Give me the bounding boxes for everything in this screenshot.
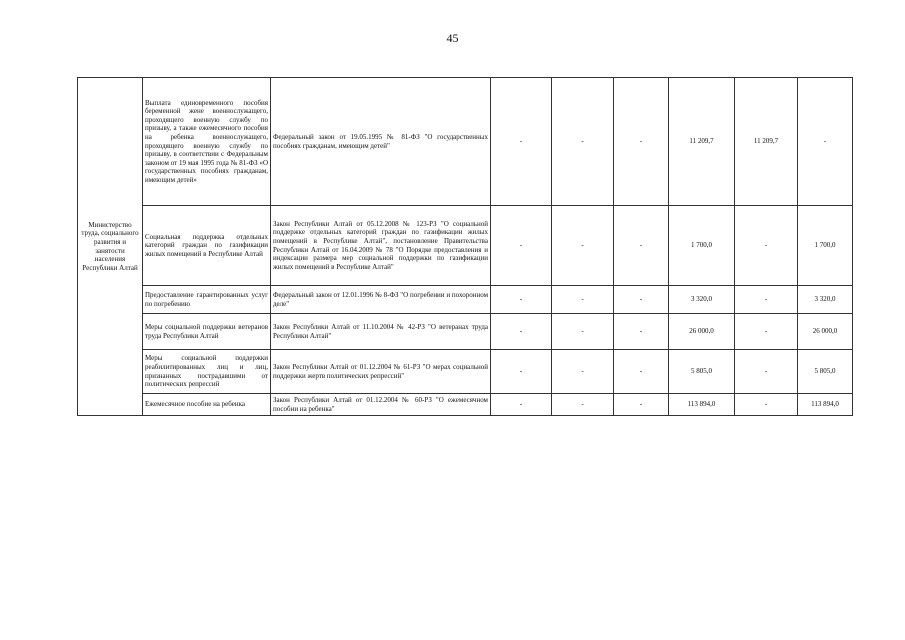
value-cell: - [552,286,614,314]
law-cell: Федеральный закон от 12.01.1996 № 8-ФЗ "О погребении и похоронном деле" [271,286,491,314]
table-row [78,350,853,394]
value-cell: - [491,206,552,286]
measure-name-cell: Социальная поддержка отдельных категорий граждан по газификации жилых помещений в Республике Алтай [143,206,271,286]
value-cell: - [552,350,614,394]
value-cell: 1 700,0 [798,206,853,286]
value-cell: - [735,286,798,314]
value-cell: 26 000,0 [669,314,735,350]
value-cell: - [491,350,552,394]
measure-name-cell: Предоставление гарантированных услуг по погребению [143,286,271,314]
value-cell: - [552,206,614,286]
value-cell: 11 209,7 [735,78,798,206]
value-cell: 11 209,7 [669,78,735,206]
value-cell: - [491,394,552,416]
value-cell: 5 805,0 [669,350,735,394]
measure-name-cell: Выплата единовременного пособия беременной жене военнослужащего, проходящего военную службу по призыву, а также ежемесячного пособия на ребенка военнослужащего, проходящего военную службу по призыву, в соответствии с Федеральным законом от 19 мая 1995 года № 81-ФЗ «О государственных пособиях гражданам, имеющим детей» [143,78,271,206]
measure-name-cell: Меры социальной поддержки реабилитированных лиц и лиц, признанных пострадавшими от политических репрессий [143,350,271,394]
data-table [77,77,853,416]
law-cell: Закон Республики Алтай от 01.12.2004 № 61-РЗ "О мерах социальной поддержки жертв политических репрессий" [271,350,491,394]
law-cell: Федеральный закон от 19.05.1995 № 81-ФЗ "О государственных пособиях гражданам, имеющим детей" [271,78,491,206]
value-cell: - [735,394,798,416]
law-cell: Закон Республики Алтай от 11.10.2004 № 42-РЗ "О ветеранах труда Республики Алтай" [271,314,491,350]
value-cell: 26 000,0 [798,314,853,350]
measure-name-cell: Ежемесячное пособие на ребенка [143,394,271,416]
table-row [78,78,853,206]
value-cell: 3 320,0 [798,286,853,314]
value-cell: 113 894,0 [798,394,853,416]
value-cell: - [614,286,669,314]
table-row [78,206,853,286]
value-cell: - [552,78,614,206]
value-cell: 3 320,0 [669,286,735,314]
ministry-cell: Министерство труда, социального развития и занятости населения Республики Алтай [78,78,143,416]
value-cell: - [614,394,669,416]
measure-name-cell: Меры социальной поддержки ветеранов труда Республики Алтай [143,314,271,350]
value-cell: - [552,394,614,416]
value-cell: - [614,78,669,206]
value-cell: - [735,350,798,394]
table-row [78,394,853,416]
value-cell: - [614,314,669,350]
value-cell: - [491,78,552,206]
value-cell: 5 805,0 [798,350,853,394]
law-cell: Закон Республики Алтай от 01.12.2004 № 60-РЗ "О ежемесячном пособии на ребенка" [271,394,491,416]
value-cell: - [614,350,669,394]
value-cell: - [491,314,552,350]
value-cell: - [798,78,853,206]
value-cell: 113 894,0 [669,394,735,416]
value-cell: - [614,206,669,286]
value-cell: - [735,206,798,286]
law-cell: Закон Республики Алтай от 05.12.2008 № 123-РЗ "О социальной поддержке отдельных категорий граждан по газификации жилых помещений в Республике Алтай", постановление Правительства Республики Алтай от 16.04.2009 № 78 "О Порядке предоставления и индексации размера мер социальной поддержки по газификации жилых помещений в Республике Алтай" [271,206,491,286]
table-row [78,314,853,350]
value-cell: - [491,286,552,314]
table-row [78,286,853,314]
value-cell: - [735,314,798,350]
value-cell: - [552,314,614,350]
value-cell: 1 700,0 [669,206,735,286]
page-number: 45 [446,31,459,45]
